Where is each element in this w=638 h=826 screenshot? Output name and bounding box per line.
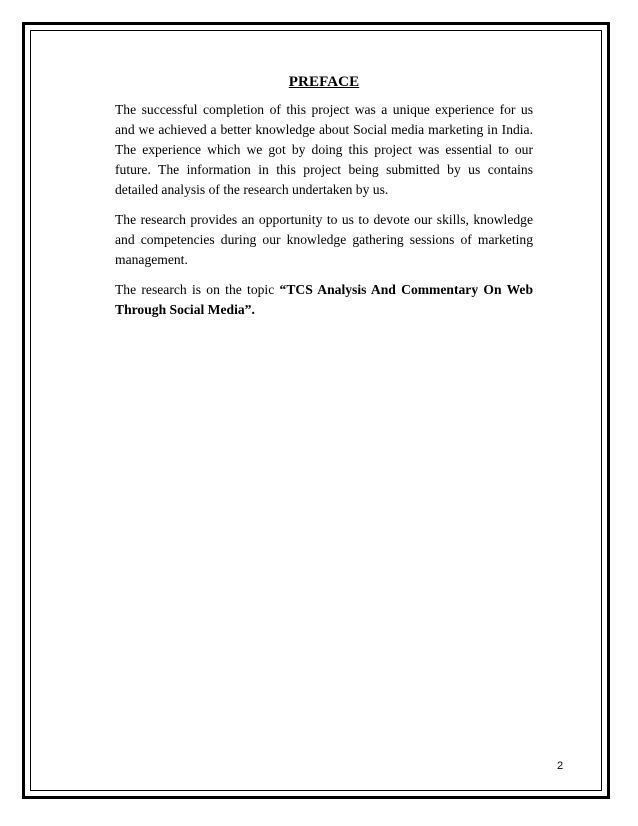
topic-intro-text: The research is on the topic: [115, 282, 280, 297]
paragraph-1: The successful completion of this project was a unique experience for us and we achieved a better knowledge about Social media marketing in India. The experience which we got by doing this project was essential to our future. The information in this project being submitted by us contains detailed analysis of the research undertaken by us.: [115, 102, 533, 197]
page-number: 2: [557, 760, 564, 772]
page-content: [115, 74, 533, 330]
page-title: PREFACE: [288, 74, 360, 90]
topic-title: “TCS Analysis And Commentary On Web Through Social Media”.: [115, 282, 534, 317]
paragraph-2: The research provides an opportunity to us to devote our skills, knowledge and competencies during our knowledge gathering sessions of marketing management.: [115, 212, 533, 267]
paragraph-topic: [115, 280, 533, 320]
